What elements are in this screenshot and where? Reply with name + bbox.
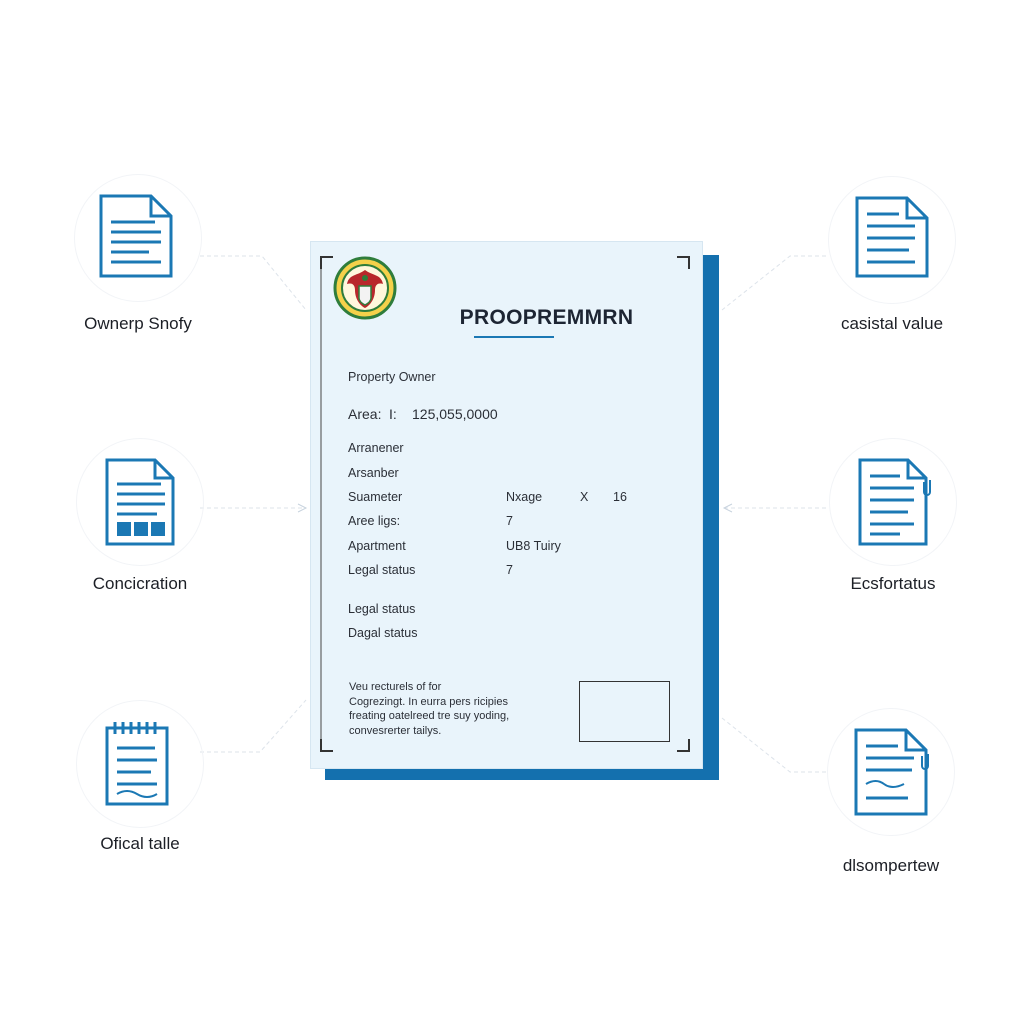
corner-mark	[677, 739, 690, 752]
area-value: 125,055,0000	[412, 406, 498, 422]
field-label: Aree ligs:	[348, 514, 401, 528]
title-underline	[474, 336, 554, 338]
node-estate-status	[793, 438, 993, 593]
field-label: Suameter	[348, 490, 403, 504]
node-document-review	[791, 708, 991, 875]
document-signature-icon	[846, 722, 936, 818]
document-table-icon	[95, 452, 185, 548]
document-footer-note	[349, 680, 549, 738]
field-label: Legal status	[348, 602, 416, 616]
node-label: Ofical talle	[100, 834, 180, 853]
field-value: Nxage	[506, 490, 543, 504]
stamp-box	[579, 681, 670, 742]
document-clip-icon	[848, 452, 938, 548]
field-label: Arsanber	[348, 466, 399, 480]
node-halo	[827, 708, 955, 836]
document-title: PROOPREMMRN	[459, 306, 634, 329]
document-lines-icon	[93, 188, 183, 284]
field-value: 16	[613, 490, 627, 504]
node-ownership	[38, 174, 238, 333]
node-label: Ecsfortatus	[850, 574, 936, 593]
owner-label: Property Owner	[348, 370, 436, 384]
footer-line: convesrerter tailys.	[349, 724, 442, 737]
corner-mark	[320, 739, 333, 752]
field-label: Apartment	[348, 539, 406, 553]
footer-line: freating oatelreed tre suy yoding,	[349, 710, 510, 722]
corner-mark	[677, 256, 690, 269]
footer-line: Cogrezingt. In eurra pers ricipies	[349, 695, 508, 708]
area-label: Area:	[348, 406, 382, 422]
field-value: 7	[506, 514, 513, 528]
node-halo	[76, 438, 204, 566]
node-label: Concicration	[92, 574, 188, 593]
node-consideration	[40, 438, 240, 593]
document-list-icon	[847, 190, 937, 286]
notepad-icon	[95, 714, 185, 810]
node-label: casistal value	[840, 314, 944, 333]
footer-line: Veu recturels of for	[349, 681, 442, 693]
node-label: dlsompertew	[842, 856, 940, 875]
field-value: X	[580, 490, 589, 504]
node-label: Ownerp Snofy	[84, 314, 192, 333]
field-label: Dagal status	[348, 626, 418, 640]
node-halo	[76, 700, 204, 828]
area-separator: I:	[389, 406, 397, 422]
node-halo	[828, 176, 956, 304]
node-halo	[74, 174, 202, 302]
corner-mark	[320, 256, 333, 269]
node-official-title	[40, 700, 240, 853]
node-halo	[829, 438, 957, 566]
field-label: Legal status	[348, 563, 416, 577]
document-edge	[320, 256, 322, 752]
property-document	[311, 242, 702, 768]
field-value: 7	[506, 563, 513, 577]
field-label: Arranener	[348, 441, 404, 455]
field-value: UB8 Tuiry	[506, 539, 561, 553]
node-capital-value	[792, 176, 992, 333]
